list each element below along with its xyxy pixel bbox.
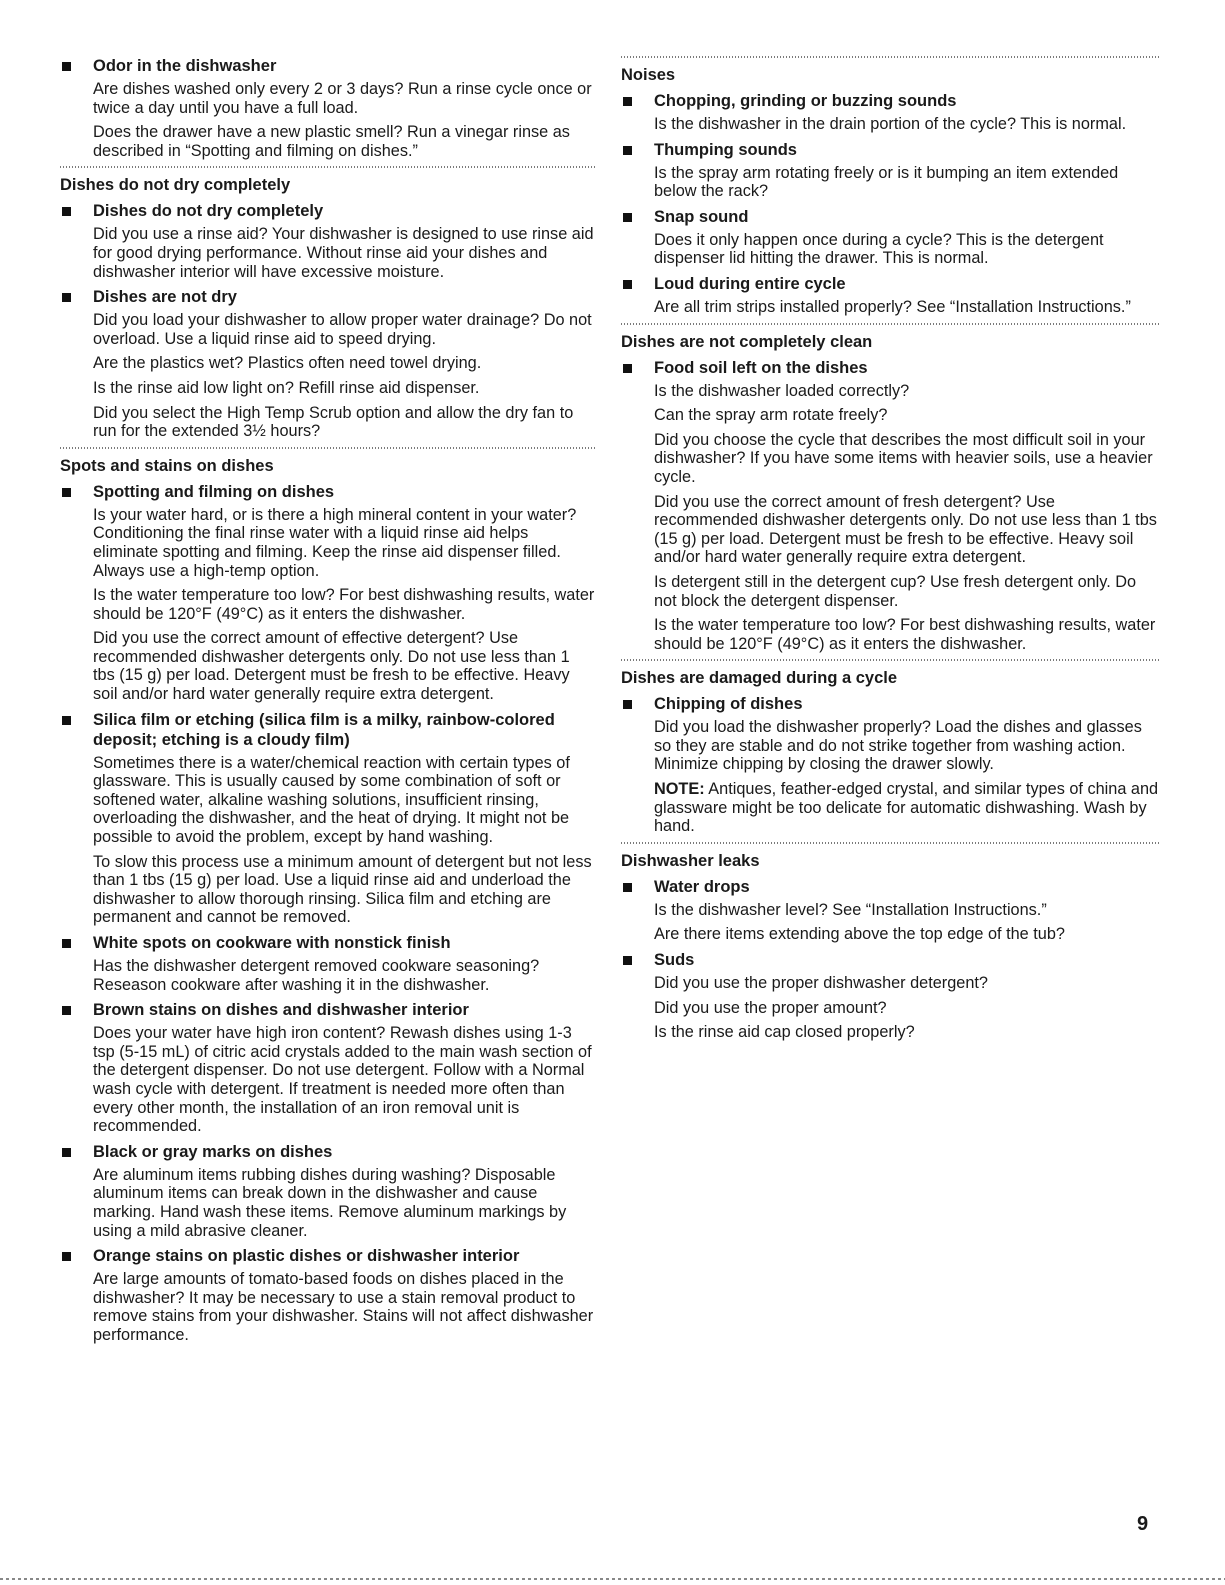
square-bullet-icon: [623, 146, 632, 155]
problem-item: [621, 274, 1161, 317]
section-header: Noises: [621, 56, 1161, 85]
solution-paragraph: Are all trim strips installed properly? See “Installation Instructions.”: [654, 297, 1131, 316]
section-header: Spots and stains on dishes: [60, 447, 595, 476]
right-column: [621, 56, 1161, 1048]
solution-paragraph: Is the dishwasher loaded correctly?: [654, 381, 910, 400]
problem-title: [621, 877, 1161, 897]
solution-paragraph: Has the dishwasher detergent removed cookware seasoning? Reseason cookware after washing it in the dishwasher.: [93, 957, 540, 994]
square-bullet-icon: [62, 716, 71, 725]
solution-paragraph: Is the water temperature too low? For best dishwashing results, water should be 120°F (49°C) as it enters the dishwasher.: [654, 616, 1156, 653]
solution-paragraph: Does it only happen once during a cycle? This is the detergent dispenser lid hitting the drawer. This is normal.: [654, 230, 1104, 268]
problem-item: [60, 1000, 595, 1136]
note-paragraph: [621, 780, 1161, 836]
solution-paragraph: Are the plastics wet? Plastics often need towel drying.: [93, 354, 482, 373]
problem-title-text: Loud during entire cycle: [654, 274, 846, 293]
solution-paragraph: Is the rinse aid low light on? Refill rinse aid dispenser.: [93, 378, 480, 397]
square-bullet-icon: [623, 97, 632, 106]
solution-paragraph: Can the spray arm rotate freely?: [654, 406, 888, 425]
problem-title: [60, 1000, 595, 1020]
solution-paragraph: Did you use the proper amount?: [654, 998, 887, 1017]
problem-title-text: Dishes are not dry: [93, 288, 237, 307]
solution-paragraph: Sometimes there is a water/chemical reaction with certain types of glassware. This is usually caused by some combination of soft or softened water, alkaline washing solutions, insufficient rinsing, overloading the dishwasher, and the heat of drying. It might not be possible to avoid the problem, except by hand washing.: [93, 753, 570, 847]
square-bullet-icon: [623, 280, 632, 289]
solution-paragraph: Is the dishwasher in the drain portion of the cycle? This is normal.: [654, 115, 1127, 133]
square-bullet-icon: [62, 207, 71, 216]
solution-paragraph: Did you use a rinse aid? Your dishwasher is designed to use rinse aid for good drying performance. Without rinse aid your dishes and dishwasher interior will have excessive moisture.: [93, 225, 594, 281]
left-column: [60, 56, 595, 1351]
solution-paragraph: Did you load the dishwasher properly? Load the dishes and glasses so they are stable and do not strike together from washing action. Minimize chipping by closing the drawer slowly.: [654, 718, 1142, 774]
square-bullet-icon: [62, 939, 71, 948]
problem-title-text: Spotting and filming on dishes: [93, 482, 335, 501]
section-header: Dishes do not dry completely: [60, 166, 595, 195]
section-noises: [621, 56, 1161, 317]
solution-paragraph: Is the water temperature too low? For best dishwashing results, water should be 120°F (49°C) as it enters the dishwasher.: [93, 586, 595, 623]
problem-title-text: Food soil left on the dishes: [654, 358, 868, 377]
square-bullet-icon: [623, 213, 632, 222]
solution-paragraph: Is the dishwasher level? See “Installation Instructions.”: [654, 900, 1047, 919]
problem-item: [60, 482, 595, 704]
section-dishes-do-not-dry-completely: [60, 166, 595, 440]
solution-paragraph: Did you use the correct amount of fresh detergent? Use recommended dishwasher detergents only. Do not use less than 1 tbs (15 g) per load. Detergent must be fresh to be effective. Heavy soil and/or hard water generally require extra detergent.: [654, 492, 1157, 567]
problem-title: [60, 1142, 595, 1162]
problem-item: [60, 933, 595, 994]
square-bullet-icon: [62, 1252, 71, 1261]
solution-paragraph: Did you use the proper dishwasher detergent?: [654, 974, 988, 993]
problem-item: [621, 694, 1161, 836]
section-dishwasher-leaks: [621, 842, 1161, 1042]
page-number: 9: [1137, 1513, 1149, 1535]
section-header: Dishwasher leaks: [621, 842, 1161, 871]
solution-paragraph: Does your water have high iron content? Rewash dishes using 1-3 tsp (5-15 mL) of citric acid crystals added to the main wash section of the detergent dispenser. Do not use detergent. Follow with a Normal wash cycle with detergent. If treatment is needed more often than every other month, the installation of an iron removal unit is recommended.: [93, 1024, 592, 1136]
problem-item: [621, 140, 1161, 201]
problem-title-text: Odor in the dishwasher: [93, 57, 277, 75]
section-header: Dishes are not completely clean: [621, 323, 1161, 352]
problem-item: [621, 358, 1161, 654]
problem-title-text: Thumping sounds: [654, 140, 797, 159]
problem-title-text: Chipping of dishes: [654, 695, 803, 714]
problem-item: [60, 287, 595, 441]
square-bullet-icon: [62, 488, 71, 497]
problem-title-text: Dishes do not dry completely: [93, 202, 324, 221]
problem-title-text: Water drops: [654, 877, 750, 896]
solution-paragraph: Did you select the High Temp Scrub option and allow the dry fan to run for the extended 3½ hours?: [93, 403, 574, 441]
solution-paragraph: Are dishes washed only every 2 or 3 days? Run a rinse cycle once or twice a day until you have a full load.: [93, 80, 592, 117]
square-bullet-icon: [623, 700, 632, 709]
problem-title: [60, 201, 595, 221]
solution-paragraph: To slow this process use a minimum amount of detergent but not less than 1 tbs (15 g) per load. Use a liquid rinse aid and underload the dishwasher to allow thorough rinsing. Silica film and etching are permanent and cannot be removed.: [93, 852, 592, 927]
problem-title-text: Brown stains on dishes and dishwasher interior: [93, 1001, 469, 1020]
solution-paragraph: Does the drawer have a new plastic smell? Run a vinegar rinse as described in “Spotting and filming on dishes.”: [93, 123, 570, 160]
problem-item: [60, 56, 595, 160]
problem-title: [621, 207, 1161, 227]
square-bullet-icon: [623, 883, 632, 892]
problem-title: [621, 950, 1161, 970]
bottom-rule: [0, 1578, 1225, 1580]
square-bullet-icon: [62, 1148, 71, 1157]
problem-item: [60, 1142, 595, 1240]
problem-item: [621, 950, 1161, 1042]
problem-title: [60, 710, 595, 750]
solution-paragraph: Is your water hard, or is there a high mineral content in your water? Conditioning the final rinse water with a liquid rinse aid helps eliminate spotting and filming. Keep the rinse aid dispenser filled. Always use a high-temp option.: [93, 505, 577, 580]
problem-title: [621, 694, 1161, 714]
problem-title: [621, 91, 1161, 111]
problem-title: [60, 287, 595, 307]
square-bullet-icon: [62, 293, 71, 302]
section-spots-and-stains-on-dishes: [60, 447, 595, 1345]
problem-item: [621, 877, 1161, 944]
section-dishes-are-not-completely-clean: [621, 323, 1161, 654]
problem-title: [60, 56, 595, 76]
square-bullet-icon: [62, 62, 71, 71]
square-bullet-icon: [623, 956, 632, 965]
square-bullet-icon: [623, 364, 632, 373]
problem-title-text: Chopping, grinding or buzzing sounds: [654, 92, 957, 110]
problem-title: [60, 1246, 595, 1266]
problem-title: [621, 140, 1161, 160]
problem-item: [621, 91, 1161, 134]
section-header: Dishes are damaged during a cycle: [621, 659, 1161, 688]
solution-paragraph: Is the rinse aid cap closed properly?: [654, 1023, 915, 1042]
problem-item: [621, 207, 1161, 268]
solution-paragraph: Are aluminum items rubbing dishes during washing? Disposable aluminum items can break down in the dishwasher and cause marking. Hand wash these items. Remove aluminum markings by using a mild abrasive cleaner.: [93, 1165, 567, 1240]
solution-paragraph: Is detergent still in the detergent cup? Use fresh detergent only. Do not block the detergent dispenser.: [654, 572, 1137, 610]
solution-paragraph: Are there items extending above the top edge of the tub?: [654, 925, 1065, 944]
note-text: Antiques, feather-edged crystal, and similar types of china and glassware might be too delicate for automatic dishwashing. Wash by hand.: [654, 780, 1159, 836]
section-untitled: [60, 56, 595, 160]
problem-title: [621, 274, 1161, 294]
problem-title-text: Black or gray marks on dishes: [93, 1142, 333, 1161]
problem-title: [621, 358, 1161, 378]
problem-title: [60, 933, 595, 953]
problem-title-text: White spots on cookware with nonstick finish: [93, 934, 451, 952]
solution-paragraph: Did you choose the cycle that describes the most difficult soil in your dishwasher? If you have some items with heavier soils, use a heavier cycle.: [654, 430, 1153, 486]
problem-title-text: Silica film or etching (silica film is a milky, rainbow-colored deposit; etching is a cloudy film): [93, 710, 555, 749]
problem-item: [60, 710, 595, 927]
solution-paragraph: Did you use the correct amount of effective detergent? Use recommended dishwasher detergents only. Do not use less than 1 tbs (15 g) per load. Detergent must be fresh to be effective. Heavy soil and/or hard water generally require extra detergent.: [93, 629, 570, 704]
problem-item: [60, 201, 595, 281]
note-label: NOTE:: [654, 780, 705, 799]
problem-title-text: Suds: [654, 951, 695, 970]
problem-title-text: Orange stains on plastic dishes or dishwasher interior: [93, 1247, 520, 1266]
problem-title: [60, 482, 595, 502]
problem-item: [60, 1246, 595, 1344]
section-dishes-are-damaged-during-a-cycle: [621, 659, 1161, 836]
square-bullet-icon: [62, 1006, 71, 1015]
solution-paragraph: Did you load your dishwasher to allow proper water drainage? Do not overload. Use a liquid rinse aid to speed drying.: [93, 311, 592, 348]
solution-paragraph: Is the spray arm rotating freely or is it bumping an item extended below the rack?: [654, 163, 1119, 201]
solution-paragraph: Are large amounts of tomato-based foods on dishes placed in the dishwasher? It may be necessary to use a stain removal product to remove stains from your dishwasher. Stains will not affect dishwasher performance.: [93, 1270, 594, 1344]
problem-title-text: Snap sound: [654, 207, 749, 226]
